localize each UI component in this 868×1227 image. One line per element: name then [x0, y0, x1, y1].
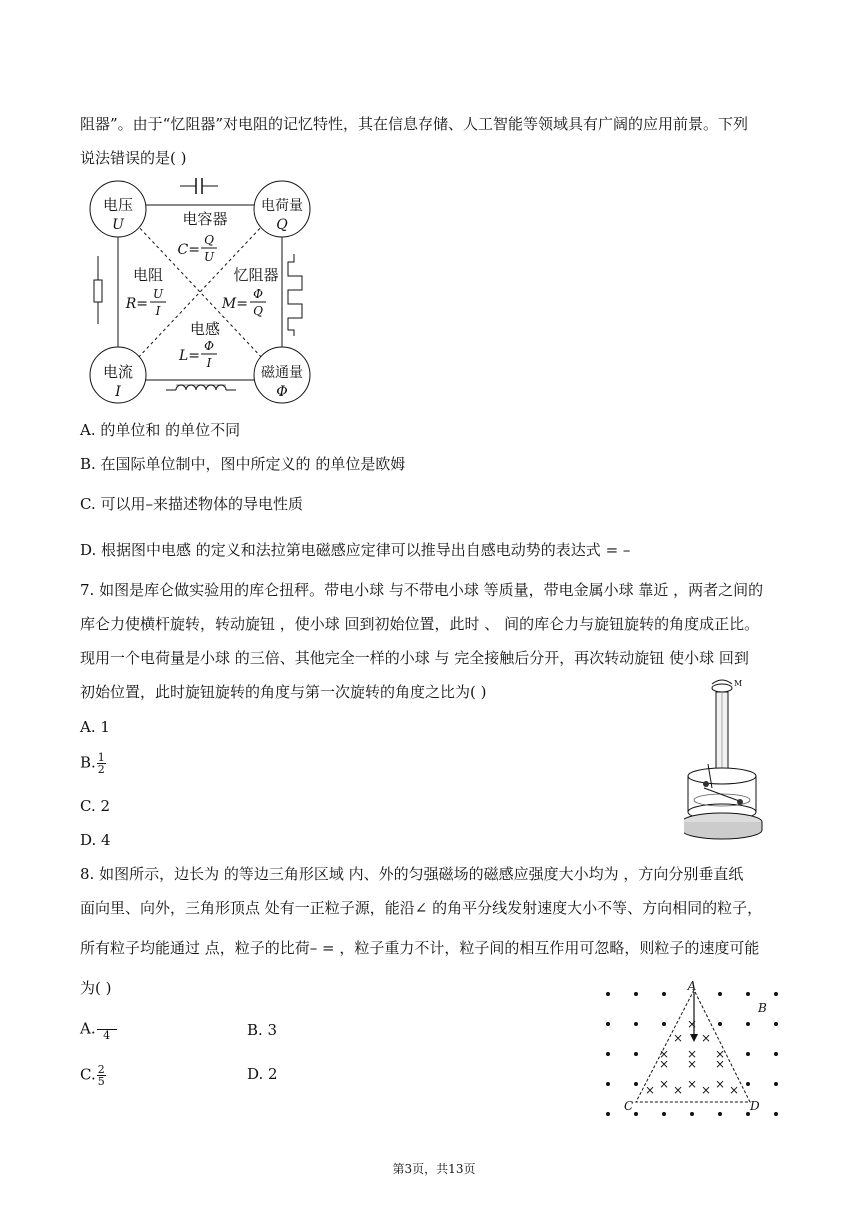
vertex-c-label: C — [624, 1099, 634, 1113]
q6-option-a: A. 的单位和 的单位不同 — [80, 421, 241, 439]
node-voltage-symbol: U — [112, 217, 124, 233]
q8-option-c — [80, 1064, 106, 1087]
field-out-of-page-dot — [746, 1022, 750, 1026]
node-current-symbol: I — [115, 384, 121, 400]
q8-option-b: B. 3 — [247, 1021, 278, 1039]
field-out-of-page-dot — [774, 1052, 778, 1056]
q8-option-a-denominator: 4 — [103, 1029, 111, 1042]
field-out-of-page-dot — [662, 1112, 666, 1116]
q7-option-b-denominator: 2 — [97, 763, 105, 776]
magnetic-field-triangle-figure — [600, 978, 790, 1124]
field-out-of-page-dot — [718, 992, 722, 996]
resistor-label: 电阻 — [132, 266, 164, 284]
capacitor-numerator: Q — [204, 233, 214, 247]
inductor-numerator: Φ — [204, 339, 214, 353]
field-out-of-page-dot — [718, 1112, 722, 1116]
field-out-of-page-dot — [774, 1022, 778, 1026]
field-out-of-page-dot — [634, 1112, 638, 1116]
q6-option-d: D. 根据图中电感 的定义和法拉第电磁感应定律可以推导出自感电动势的表达式 = – — [80, 541, 631, 559]
q8-option-a-fraction — [97, 1018, 117, 1041]
q7-option-b — [80, 752, 106, 775]
capacitor-formula-lhs: C= — [177, 242, 200, 258]
q8-stem-line4: 为( ) — [80, 979, 112, 997]
field-into-page-mark: × — [686, 1077, 698, 1091]
field-out-of-page-dot — [606, 992, 610, 996]
field-marks — [606, 992, 778, 1116]
q6-intro-line2: 说法错误的是( ) — [80, 149, 187, 167]
field-out-of-page-dot — [606, 1052, 610, 1056]
coulomb-torsion-balance-figure — [684, 676, 780, 844]
q8-option-c-denominator: 5 — [97, 1075, 105, 1088]
field-out-of-page-dot — [634, 1052, 638, 1056]
q7-option-d: D. 4 — [80, 831, 111, 849]
field-into-page-mark: × — [700, 1031, 712, 1045]
inductor-denominator: I — [206, 356, 212, 370]
field-out-of-page-dot — [746, 992, 750, 996]
q8-stem-line2: 面向里、向外，三角形顶点 处有一正粒子源，能沿∠ 的角平分线发射速度大小不等、方向相同的粒子， — [80, 899, 763, 917]
memristor-symbol — [288, 254, 302, 336]
field-into-page-mark: × — [714, 1077, 726, 1091]
node-flux-symbol: Φ — [276, 384, 288, 400]
node-flux-label: 磁通量 — [261, 365, 303, 381]
resistor-symbol — [94, 256, 102, 324]
field-out-of-page-dot — [746, 1082, 750, 1086]
field-out-of-page-dot — [634, 1082, 638, 1086]
field-into-page-mark: × — [714, 1047, 726, 1061]
q8-stem-line1: 8. 如图所示，边长为 的等边三角形区域 内、外的匀强磁场的磁感应强度大小均为 ，方向分别垂直纸 — [80, 865, 744, 883]
node-charge-label: 电荷量 — [261, 198, 303, 214]
field-out-of-page-dot — [606, 1112, 610, 1116]
field-into-page-mark: × — [686, 1057, 698, 1071]
q8-option-d: D. 2 — [247, 1065, 278, 1083]
field-out-of-page-dot — [718, 1022, 722, 1026]
resistor-formula-lhs: R= — [125, 296, 148, 312]
q8-stem-line3: 所有粒子均能通过 点，粒子的比荷– = ，粒子重力不计，粒子间的相互作用可忽略，则粒子的速度可能 — [80, 939, 760, 957]
q8-option-c-fraction — [97, 1064, 106, 1087]
field-into-page-mark: × — [658, 1077, 670, 1091]
node-current-label: 电流 — [102, 363, 134, 381]
field-out-of-page-dot — [690, 1112, 694, 1116]
memristor-label: 忆阻器 — [233, 266, 279, 284]
q6-option-c: C. 可以用–来描述物体的导电性质 — [80, 495, 303, 513]
memristor-formula-lhs: M= — [221, 296, 248, 312]
field-into-page-mark: × — [728, 1083, 740, 1097]
vertex-d-label: D — [750, 1099, 760, 1113]
field-out-of-page-dot — [774, 1112, 778, 1116]
node-voltage-label: 电压 — [102, 196, 134, 214]
field-out-of-page-dot — [746, 1052, 750, 1056]
page-footer: 第3页，共13页 — [392, 1162, 476, 1176]
capacitor-symbol — [180, 178, 218, 194]
field-out-of-page-dot — [662, 992, 666, 996]
field-out-of-page-dot — [606, 1082, 610, 1086]
field-into-page-mark: × — [672, 1083, 684, 1097]
vertex-a-label: A — [687, 979, 697, 993]
inductor-label: 电感 — [189, 320, 221, 338]
q6-physics-quantities-diagram — [82, 172, 322, 412]
q7-option-b-prefix: B. — [80, 753, 96, 772]
field-into-page-mark: × — [658, 1047, 670, 1061]
capacitor-denominator: U — [203, 250, 215, 264]
field-out-of-page-dot — [662, 1022, 666, 1026]
field-into-page-mark: × — [686, 1047, 698, 1061]
q8-option-a — [80, 1018, 117, 1041]
capacitor-label: 电容器 — [182, 210, 228, 228]
q7-stem-line2: 库仑力使横杆旋转，转动旋钮 ，使小球 回到初始位置，此时 、 间的库仑力与旋钮旋转的角度成正比。 — [80, 615, 760, 633]
q7-stem-line1: 7. 如图是库仑做实验用的库仑扭秤。带电小球 与不带电小球 等质量，带电金属小球 靠近 ，两者之间的 — [80, 581, 764, 599]
field-into-page-mark: × — [686, 1017, 698, 1031]
field-out-of-page-dot — [774, 1082, 778, 1086]
field-out-of-page-dot — [606, 1022, 610, 1026]
inductor-symbol — [166, 385, 236, 390]
field-into-page-mark: × — [658, 1057, 670, 1071]
memristor-denominator: Q — [253, 304, 263, 318]
resistor-denominator: I — [155, 304, 161, 318]
q8-option-c-prefix: C. — [80, 1065, 96, 1084]
resistor-numerator: U — [152, 287, 164, 301]
inductor-formula-lhs: L= — [178, 348, 200, 364]
q8-option-c-numerator: 2 — [97, 1063, 105, 1076]
q7-option-a: A. 1 — [80, 718, 110, 736]
q7-stem-line4: 初始位置，此时旋钮旋转的角度与第一次旋转的角度之比为( ) — [80, 683, 487, 701]
q7-option-c: C. 2 — [80, 797, 111, 815]
field-out-of-page-dot — [634, 992, 638, 996]
torsion-knob-label: M — [734, 679, 743, 688]
q6-intro-line1: 阻器”。由于“忆阻器”对电阻的记忆特性，其在信息存储、人工智能等领域具有广阔的应用前景。下列 — [80, 115, 749, 133]
field-out-of-page-dot — [774, 992, 778, 996]
field-into-page-mark: × — [644, 1083, 656, 1097]
memristor-numerator: Φ — [253, 287, 263, 301]
q7-stem-line3: 现用一个电荷量是小球 的三倍、其他完全一样的小球 与 完全接触后分开，再次转动旋钮 使小球 回到 — [80, 649, 749, 667]
q7-option-b-numerator: 1 — [97, 751, 105, 764]
field-into-page-mark: × — [714, 1057, 726, 1071]
q6-option-b: B. 在国际单位制中，图中所定义的 的单位是欧姆 — [80, 455, 406, 473]
q7-option-b-fraction — [97, 752, 106, 775]
field-into-page-mark: × — [672, 1031, 684, 1045]
q8-option-a-prefix: A. — [80, 1019, 96, 1038]
point-b-label: B — [758, 1001, 767, 1015]
field-out-of-page-dot — [634, 1022, 638, 1026]
node-charge-symbol: Q — [276, 217, 288, 233]
field-into-page-mark: × — [700, 1083, 712, 1097]
